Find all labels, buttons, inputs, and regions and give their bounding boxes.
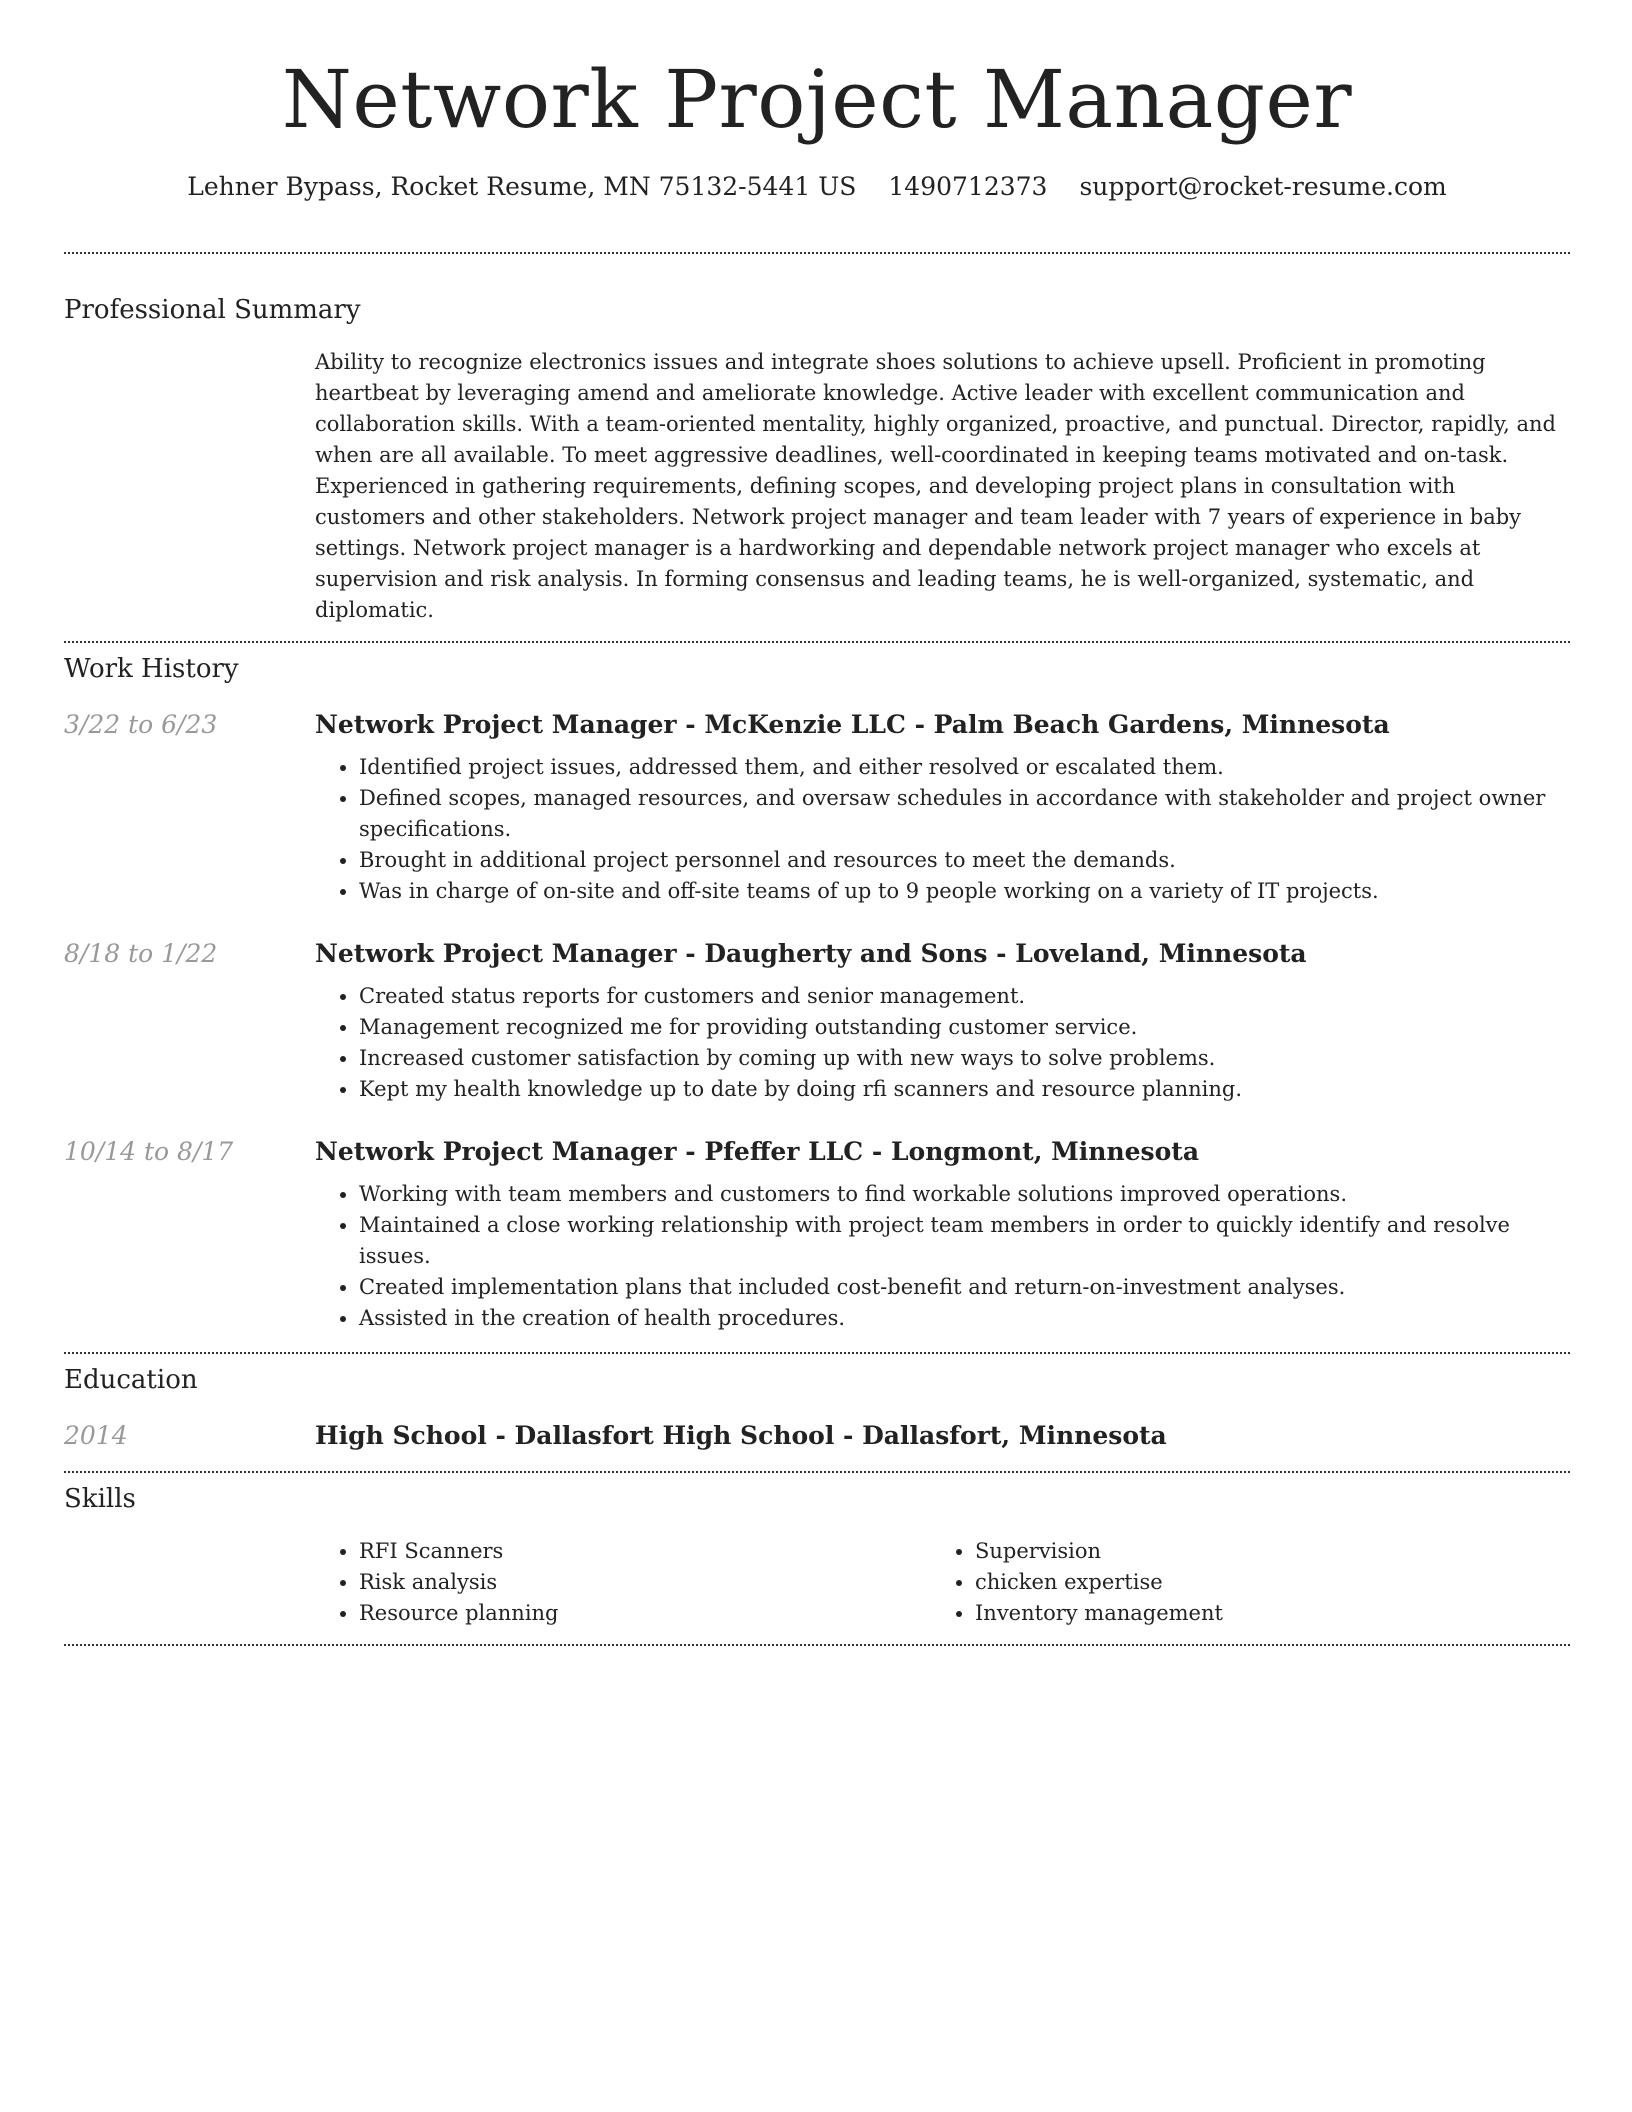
resume-name: Network Project Manager [281, 53, 1353, 146]
job-bullets [315, 752, 1570, 907]
skill-item: • Risk analysis [359, 1567, 931, 1598]
summary-heading: Professional Summary [64, 295, 361, 325]
job-entry [64, 937, 1570, 1105]
job-dates: 10/14 to 8/17 [64, 1137, 234, 1166]
skill-item: • Supervision [975, 1536, 1547, 1567]
contact-email: support@rocket-resume.com [1079, 172, 1447, 201]
job-bullets [315, 1179, 1570, 1334]
contact-address: Lehner Bypass, Rocket Resume, MN 75132-5441 US [187, 172, 857, 201]
job-bullet: • Created implementation plans that included cost-benefit and return-on-investment analyses. [359, 1272, 1570, 1303]
job-heading: Network Project Manager - Daugherty and Sons - Loveland, Minnesota [315, 939, 1307, 968]
job-dates: 3/22 to 6/23 [64, 710, 218, 739]
job-bullet: • Increased customer satisfaction by coming up with new ways to solve problems. [359, 1043, 1570, 1074]
skills-row [64, 1536, 1570, 1629]
section-divider [64, 1352, 1570, 1354]
summary-row [64, 347, 1570, 626]
job-dates: 8/18 to 1/22 [64, 939, 218, 968]
section-divider [64, 1644, 1570, 1646]
job-heading: Network Project Manager - McKenzie LLC - Palm Beach Gardens, Minnesota [315, 710, 1390, 739]
skill-item: • Resource planning [359, 1598, 931, 1629]
resume-page [64, 0, 1570, 1646]
skills-list-left [315, 1536, 931, 1629]
job-entry [64, 1135, 1570, 1334]
job-entry [64, 708, 1570, 907]
education-entry [64, 1419, 1570, 1453]
summary-text: Ability to recognize electronics issues and integrate shoes solutions to achieve upsell. Proficient in promoting heartbeat by leveraging amend and ameliorate knowledge. Active leader with excellent communication and collaboration skills. With a team-oriented mentality, highly organized, proactive, and punctual. Director, rapidly, and when are all available. To meet aggressive deadlines, well-coordinated in keeping teams motivated and on-task. Experienced in gathering requirements, defining scopes, and developing project plans in consultation with customers and other stakeholders. Network project manager and team leader with 7 years of experience in baby settings. Network project manager is a hardworking and dependable network project manager who excels at supervision and risk analysis. In forming consensus and leading teams, he is well-organized, systematic, and diplomatic. [315, 350, 1556, 622]
section-divider [64, 252, 1570, 254]
contact-line [64, 170, 1570, 204]
job-bullet: • Assisted in the creation of health procedures. [359, 1303, 1570, 1334]
job-bullet: • Maintained a close working relationship with project team members in order to quickly identify and resolve issues. [359, 1210, 1570, 1272]
section-divider [64, 1471, 1570, 1473]
job-bullet: • Working with team members and customers to find workable solutions improved operations. [359, 1179, 1570, 1210]
contact-phone: 1490712373 [888, 172, 1048, 201]
job-bullet: • Defined scopes, managed resources, and oversaw schedules in accordance with stakeholder and project owner specifications. [359, 783, 1570, 845]
work-history-heading: Work History [64, 654, 239, 684]
skill-item: • Inventory management [975, 1598, 1547, 1629]
skill-item: • RFI Scanners [359, 1536, 931, 1567]
education-year: 2014 [64, 1421, 128, 1450]
skills-heading: Skills [64, 1484, 136, 1514]
job-bullet: • Brought in additional project personnel and resources to meet the demands. [359, 845, 1570, 876]
skill-item: • chicken expertise [975, 1567, 1547, 1598]
job-bullets [315, 981, 1570, 1105]
job-heading: Network Project Manager - Pfeffer LLC - Longmont, Minnesota [315, 1137, 1200, 1166]
job-bullet: • Created status reports for customers and senior management. [359, 981, 1570, 1012]
skills-grid [315, 1536, 1570, 1629]
job-bullet: • Kept my health knowledge up to date by doing rfi scanners and resource planning. [359, 1074, 1570, 1105]
job-bullet: • Was in charge of on-site and off-site teams of up to 9 people working on a variety of IT projects. [359, 876, 1570, 907]
education-heading: Education [64, 1365, 198, 1395]
skills-list-right [931, 1536, 1547, 1629]
education-heading-line: High School - Dallasfort High School - Dallasfort, Minnesota [315, 1421, 1167, 1450]
section-divider [64, 641, 1570, 643]
job-bullet: • Management recognized me for providing outstanding customer service. [359, 1012, 1570, 1043]
job-bullet: • Identified project issues, addressed them, and either resolved or escalated them. [359, 752, 1570, 783]
